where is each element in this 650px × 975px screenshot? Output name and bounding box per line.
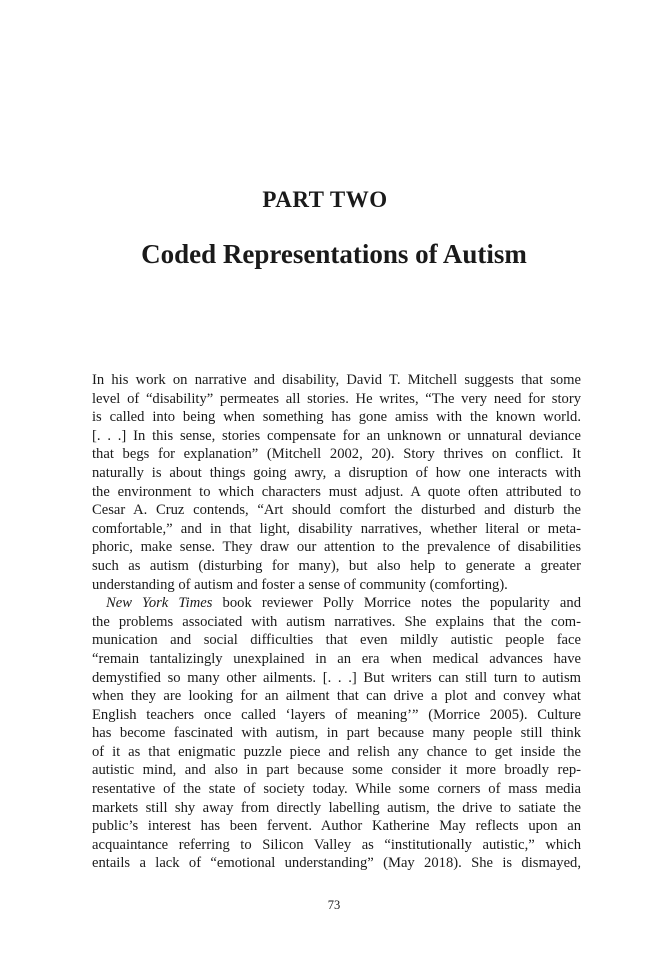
- text-line: [92, 464, 581, 483]
- text-line-content: that begs for explanation” (Mitchell 2002, 20). Story thrives on conflict. It: [92, 446, 581, 463]
- text-line: [92, 724, 581, 743]
- text-line-content: munication and social difficulties that even mildly autistic people face: [92, 632, 581, 649]
- text-line-content: public’s interest has been fervent. Author Katherine May reflects upon an: [92, 818, 581, 835]
- text-line: [92, 743, 581, 762]
- text-line: [92, 854, 581, 873]
- text-line: [92, 408, 581, 427]
- part-label: PART TWO: [262, 187, 388, 212]
- text-line-content: markets still shy away from directly labelling autism, the drive to satiate the: [92, 799, 581, 816]
- text-line: [92, 445, 581, 464]
- text-line-content: English teachers once called ‘layers of meaning’” (Morrice 2005). Culture: [92, 706, 581, 723]
- text-line-content: comfortable,” and in that light, disability narratives, whether literal or meta-: [92, 520, 581, 537]
- text-line: [92, 501, 581, 520]
- text-line: [92, 687, 581, 706]
- page-number: 73: [327, 898, 341, 912]
- text-line: [92, 799, 581, 818]
- text-line-content: “remain tantalizingly unexplained in an era when medical advances have: [92, 650, 581, 667]
- text-line-content: acquaintance referring to Silicon Valley as “institutionally autistic,” which: [92, 836, 581, 853]
- text-line: [92, 483, 581, 502]
- text-line-content: Cesar A. Cruz contends, “Art should comfort the disturbed and disturb the: [92, 502, 581, 519]
- text-line-content: is called into being when something has gone amiss with the known world.: [92, 409, 581, 426]
- text-line: [92, 594, 581, 613]
- text-line: [92, 706, 581, 725]
- part-title: Coded Representations of Autism: [141, 239, 527, 269]
- text-line: [92, 390, 581, 409]
- text-line: [92, 557, 581, 576]
- text-line-content: understanding of autism and foster a sense of community (comforting).: [92, 576, 508, 593]
- text-line: [92, 761, 581, 780]
- text-line-content: resentative of the state of society today. While some corners of mass media: [92, 781, 581, 798]
- text-line-content: demystified so many other ailments. [. . .] But writers can still turn to autism: [92, 669, 581, 686]
- italic-title: New York Times: [106, 595, 213, 612]
- text-line-content: has become fascinated with autism, in part because many people still think: [92, 725, 581, 742]
- text-line: [92, 669, 581, 688]
- text-line-content: the environment to which characters must adjust. A quote often attributed to: [92, 483, 581, 500]
- text-line: [92, 538, 581, 557]
- text-line-content: naturally is about things going awry, a disruption of how one interacts with: [92, 464, 581, 481]
- text-line-content: of it as that enigmatic puzzle piece and relish any chance to get inside the: [92, 743, 581, 760]
- text-line: [92, 613, 581, 632]
- text-line: [92, 780, 581, 799]
- text-line-content: when they are looking for an ailment that can drive a plot and convey what: [92, 688, 581, 705]
- text-line: [92, 576, 581, 595]
- text-line: [92, 836, 581, 855]
- text-line: [92, 427, 581, 446]
- text-line: [92, 650, 581, 669]
- text-line: [92, 817, 581, 836]
- text-line-content: [. . .] In this sense, stories compensate for an unknown or unnatural deviance: [92, 427, 581, 444]
- text-line-content: level of “disability” permeates all stories. He writes, “The very need for story: [92, 390, 581, 407]
- text-line-content: entails a lack of “emotional understanding” (May 2018). She is dismayed,: [92, 855, 581, 872]
- text-line: [92, 631, 581, 650]
- body-text: [92, 371, 581, 873]
- text-line-content: the problems associated with autism narratives. She explains that the com-: [92, 613, 581, 630]
- text-line-content: phoric, make sense. They draw our attention to the prevalence of disabilities: [92, 539, 581, 556]
- text-line: [92, 520, 581, 539]
- text-line-content: autistic mind, and also in part because some consider it more broadly rep-: [92, 762, 581, 779]
- text-line-content: book reviewer Polly Morrice notes the popularity and: [222, 595, 581, 612]
- text-line-content: In his work on narrative and disability, David T. Mitchell suggests that some: [92, 372, 581, 388]
- text-line: [92, 371, 581, 390]
- text-line-content: such as autism (disturbing for many), but also help to generate a greater: [92, 557, 581, 574]
